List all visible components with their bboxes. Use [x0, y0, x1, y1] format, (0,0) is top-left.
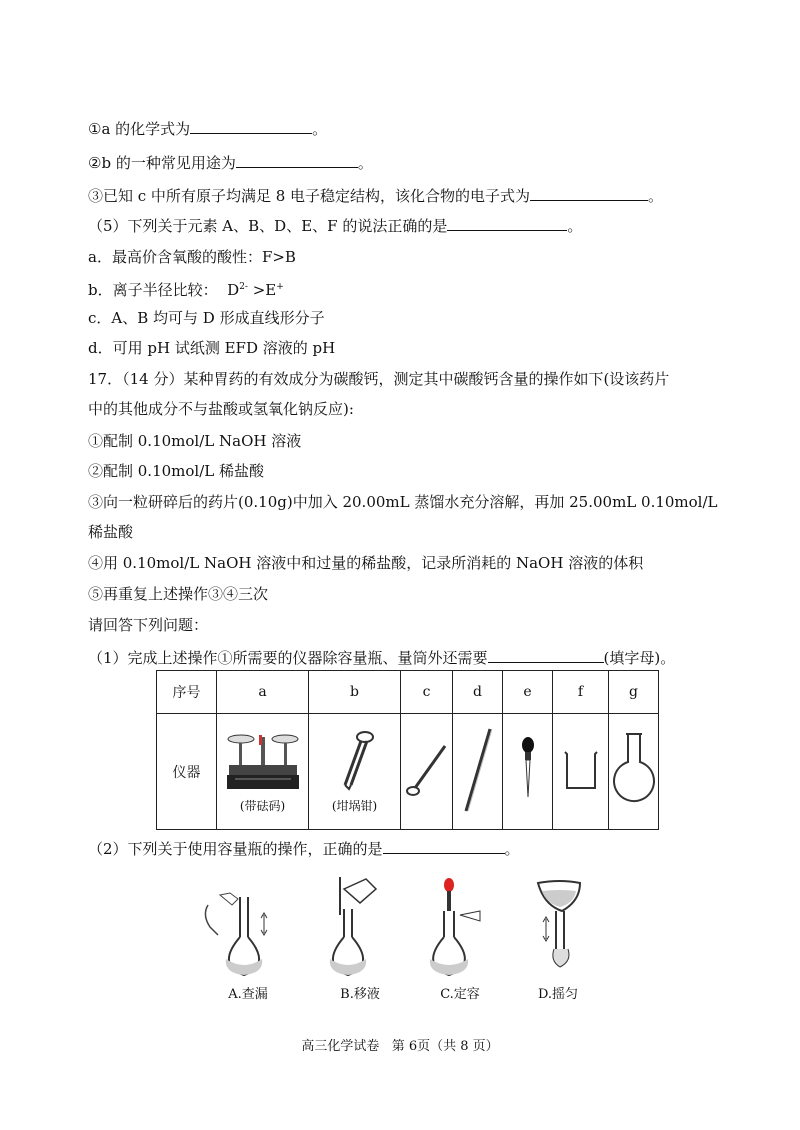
tongs-cell	[309, 714, 401, 830]
col-f: f	[553, 671, 609, 714]
col-a: a	[217, 671, 309, 714]
q17-intro-line2: 中的其他成分不与盐酸或氢氧化钠反应):	[88, 400, 354, 418]
answer-blank[interactable]	[236, 152, 358, 168]
volumetric-flask-leak-check-icon	[188, 875, 308, 983]
q17-part1: （1）完成上述操作①所需要的仪器除容量瓶、量筒外还需要 (填字母)。	[88, 649, 676, 667]
q17-step5: ⑤再重复上述操作③④三次	[88, 585, 269, 603]
col-d: d	[453, 671, 503, 714]
q17-step3-line2: 稀盐酸	[88, 523, 134, 541]
figure-caption-d: D.摇匀	[537, 987, 579, 1002]
page-footer	[0, 1035, 800, 1054]
table-header-row	[157, 671, 659, 714]
col-e: e	[503, 671, 553, 714]
col-g: g	[609, 671, 659, 714]
beaker-cell	[553, 714, 609, 830]
dropper-cell	[503, 714, 553, 830]
crucible-tongs-icon	[325, 729, 385, 791]
answer-blank[interactable]	[530, 185, 648, 201]
page-number: 第 6页（共 8 页）	[391, 1039, 499, 1054]
answer-blank[interactable]	[383, 838, 505, 854]
table-row-label: 仪器	[157, 714, 217, 830]
volumetric-flask-shake-icon	[498, 875, 618, 983]
q16-sub2: ②b 的一种常见用途为 。	[88, 154, 373, 172]
q17-step2: ②配制 0.10mol/L 稀盐酸	[88, 462, 265, 480]
round-bottom-flask-icon	[609, 730, 659, 810]
figure-caption-c: C.定容	[440, 987, 480, 1002]
q17-part2: （2）下列关于使用容量瓶的操作，正确的是 。	[88, 840, 520, 858]
beaker-icon	[561, 748, 601, 792]
q16-option-d: d．可用 pH 试纸测 EFD 溶液的 pH	[88, 339, 336, 357]
q16-option-c: c．A、B 均可与 D 形成直线形分子	[88, 309, 325, 327]
balance-icon	[225, 729, 301, 791]
spatula-cell	[401, 714, 453, 830]
glass-rod-icon	[458, 725, 498, 815]
flask-cell	[609, 714, 659, 830]
q17-step3-line1: ③向一粒研碎后的药片(0.10g)中加入 20.00mL 蒸馏水充分溶解，再加 25.00mL 0.10mol/L	[88, 493, 718, 511]
q16-option-a: a．最高价含氧酸的酸性：F>B	[88, 248, 296, 266]
q17-prompt: 请回答下列问题：	[88, 616, 209, 634]
instrument-table	[156, 670, 659, 830]
q16-part5: （5）下列关于元素 A、B、D、E、F 的说法正确的是 。	[88, 217, 583, 235]
figure-check-leak	[188, 875, 308, 1005]
col-b: b	[309, 671, 401, 714]
exam-title: 高三化学试卷	[301, 1039, 380, 1054]
table-instrument-row	[157, 714, 659, 830]
q17-intro-line1: 17．（14 分）某种胃药的有效成分为碳酸钙，测定其中碳酸钙含量的操作如下(设该药片	[88, 370, 670, 388]
q17-step1: ①配制 0.10mol/L NaOH 溶液	[88, 432, 302, 450]
answer-blank[interactable]	[488, 647, 604, 663]
q17-step4: ④用 0.10mol/L NaOH 溶液中和过量的稀盐酸，记录所消耗的 NaOH 溶液的体积	[88, 554, 644, 572]
balance-cell	[217, 714, 309, 830]
answer-blank[interactable]	[447, 215, 567, 231]
answer-blank[interactable]	[190, 118, 312, 134]
balance-caption: (带砝码)	[239, 799, 286, 813]
spatula-icon	[405, 740, 449, 800]
q16-option-b: b．离子半径比较： $D^{2-} >E^+$	[88, 281, 284, 299]
figure-caption-a: A.查漏	[228, 987, 268, 1002]
q16-sub3: ③已知 c 中所有原子均满足 8 电子稳定结构，该化合物的电子式为 。	[88, 187, 664, 205]
table-header-label: 序号	[157, 671, 217, 714]
figure-shake	[498, 875, 618, 1005]
figure-caption-b: B.移液	[340, 987, 380, 1002]
col-c: c	[401, 671, 453, 714]
q16-sub1: ①a 的化学式为 。	[88, 120, 328, 138]
glass-rod-cell	[453, 714, 503, 830]
tongs-caption: (坩埚钳)	[331, 799, 378, 813]
dropper-icon	[513, 735, 543, 805]
